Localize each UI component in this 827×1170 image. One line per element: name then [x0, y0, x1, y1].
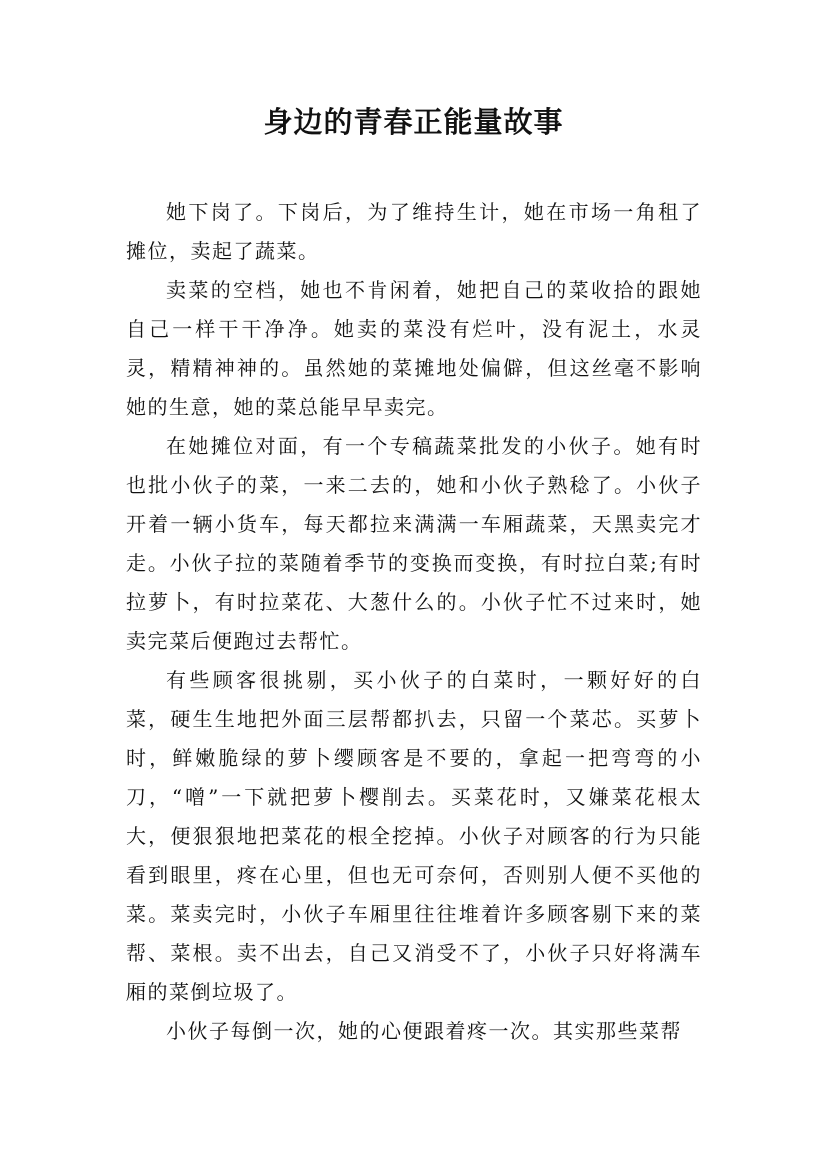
document-body [126, 193, 702, 1051]
paragraph-2: 卖菜的空档，她也不肯闲着，她把自己的菜收拾的跟她自己一样干干净净。她卖的菜没有烂叶，没有泥土，水灵灵，精精神神的。虽然她的菜摊地处偏僻，但这丝毫不影响她的生意，她的菜总能早早卖完。 [126, 278, 702, 419]
paragraph-5: 小伙子每倒一次，她的心便跟着疼一次。其实那些菜帮 [166, 1019, 682, 1043]
paragraph-1: 她下岗了。下岗后，为了维持生计，她在市场一角租了摊位，卖起了蔬菜。 [126, 200, 702, 263]
paragraph-3: 在她摊位对面，有一个专稿蔬菜批发的小伙子。她有时也批小伙子的菜，一来二去的，她和小伙子熟稔了。小伙子开着一辆小货车，每天都拉来满满一车厢蔬菜，天黑卖完才走。小伙子拉的菜随着季节的变换而变换，有时拉白菜;有时拉萝卜，有时拉菜花、大葱什么的。小伙子忙不过来时，她卖完菜后便跑过去帮忙。 [126, 434, 702, 653]
document-title: 身边的青春正能量故事 [263, 105, 564, 139]
paragraph-4: 有些顾客很挑剔，买小伙子的白菜时，一颗好好的白菜，硬生生地把外面三层帮都扒去，只留一个菜芯。买萝卜时，鲜嫩脆绿的萝卜缨顾客是不要的，拿起一把弯弯的小刀，“噌”一下就把萝卜樱削去。买菜花时，又嫌菜花根太大，便狠狠地把菜花的根全挖掉。小伙子对顾客的行为只能看到眼里，疼在心里，但也无可奈何，否则别人便不买他的菜。菜卖完时，小伙子车厢里往往堆着许多顾客剔下来的菜帮、菜根。卖不出去，自己又消受不了，小伙子只好将满车厢的菜倒垃圾了。 [126, 668, 702, 1004]
